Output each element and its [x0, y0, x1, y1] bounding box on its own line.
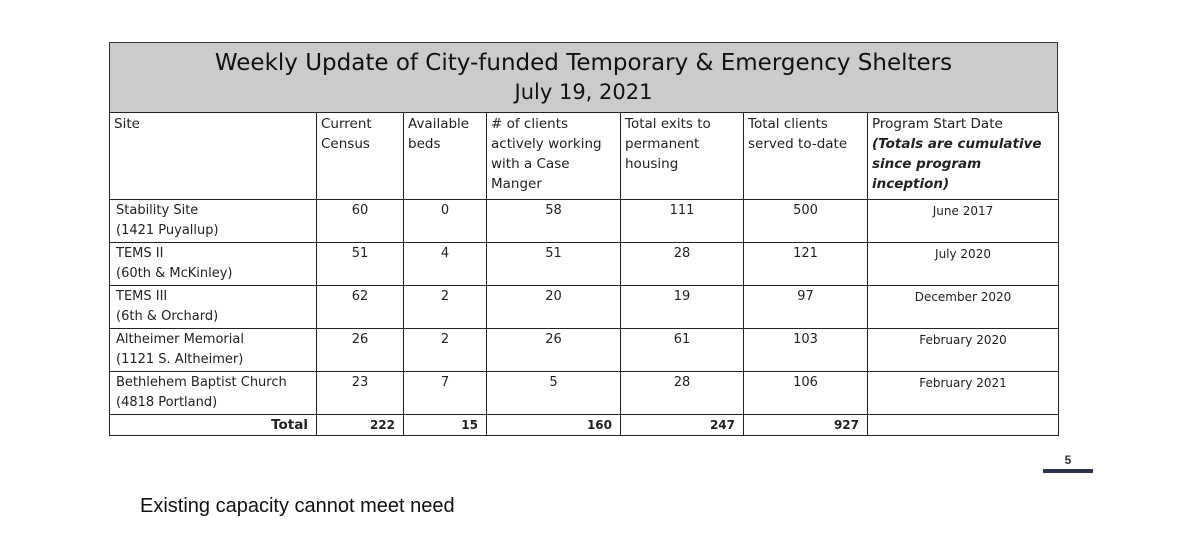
site-cell [110, 372, 317, 415]
report-title: Weekly Update of City-funded Temporary & Emergency Shelters [214, 50, 953, 76]
table-row [110, 372, 1059, 415]
header-site: Site [110, 113, 317, 200]
title-band [109, 42, 1058, 112]
site-cell [110, 243, 317, 286]
case-manager-cell: 5 [487, 372, 621, 415]
total-exits: 247 [621, 415, 744, 436]
page-number-underline [1043, 469, 1093, 473]
header-row [110, 113, 1059, 200]
case-manager-cell: 20 [487, 286, 621, 329]
case-manager-cell: 51 [487, 243, 621, 286]
header-start-date-label: Program Start Date [872, 116, 1003, 132]
exits-cell: 61 [621, 329, 744, 372]
site-address: (1121 S. Altheimer) [116, 352, 244, 367]
site-name: TEMS II [116, 246, 164, 261]
census-cell: 26 [317, 329, 404, 372]
total-served: 927 [744, 415, 868, 436]
case-manager-cell: 58 [487, 200, 621, 243]
shelter-report [109, 42, 1058, 436]
header-exits: Total exits to permanent housing [621, 113, 744, 200]
site-name: Altheimer Memorial [116, 332, 244, 347]
available-beds-cell: 7 [404, 372, 487, 415]
site-cell [110, 329, 317, 372]
served-cell: 106 [744, 372, 868, 415]
site-cell [110, 200, 317, 243]
total-case-manager: 160 [487, 415, 621, 436]
header-available-beds: Available beds [404, 113, 487, 200]
available-beds-cell: 0 [404, 200, 487, 243]
site-address: (1421 Puyallup) [116, 223, 219, 238]
served-cell: 97 [744, 286, 868, 329]
start-date-cell: December 2020 [868, 286, 1059, 329]
available-beds-cell: 4 [404, 243, 487, 286]
site-address: (4818 Portland) [116, 395, 218, 410]
served-cell: 103 [744, 329, 868, 372]
total-label: Total [110, 415, 317, 436]
start-date-cell: February 2021 [868, 372, 1059, 415]
slide-caption: Existing capacity cannot meet need [140, 495, 455, 517]
case-manager-cell: 26 [487, 329, 621, 372]
site-name: Bethlehem Baptist Church [116, 375, 287, 390]
header-start-date [868, 113, 1059, 200]
exits-cell: 28 [621, 372, 744, 415]
total-census: 222 [317, 415, 404, 436]
census-cell: 23 [317, 372, 404, 415]
table-row [110, 329, 1059, 372]
available-beds-cell: 2 [404, 286, 487, 329]
header-start-date-note: (Totals are cumulative since program inception) [872, 136, 1042, 192]
exits-cell: 19 [621, 286, 744, 329]
exits-cell: 111 [621, 200, 744, 243]
table-row [110, 286, 1059, 329]
table-row [110, 200, 1059, 243]
exits-cell: 28 [621, 243, 744, 286]
site-name: Stability Site [116, 203, 199, 218]
page-number: 5 [1064, 453, 1072, 467]
census-cell: 51 [317, 243, 404, 286]
header-case-manager: # of clients actively working with a Case Manger [487, 113, 621, 200]
site-cell [110, 286, 317, 329]
start-date-cell: June 2017 [868, 200, 1059, 243]
served-cell: 500 [744, 200, 868, 243]
census-cell: 60 [317, 200, 404, 243]
total-start [868, 415, 1059, 436]
start-date-cell: February 2020 [868, 329, 1059, 372]
available-beds-cell: 2 [404, 329, 487, 372]
start-date-cell: July 2020 [868, 243, 1059, 286]
site-name: TEMS III [116, 289, 168, 304]
total-available: 15 [404, 415, 487, 436]
report-date: July 19, 2021 [514, 80, 653, 104]
shelter-table [109, 112, 1059, 436]
total-row [110, 415, 1059, 436]
header-served: Total clients served to-date [744, 113, 868, 200]
site-address: (60th & McKinley) [116, 266, 233, 281]
site-address: (6th & Orchard) [116, 309, 219, 324]
census-cell: 62 [317, 286, 404, 329]
header-current-census: Current Census [317, 113, 404, 200]
served-cell: 121 [744, 243, 868, 286]
table-row [110, 243, 1059, 286]
